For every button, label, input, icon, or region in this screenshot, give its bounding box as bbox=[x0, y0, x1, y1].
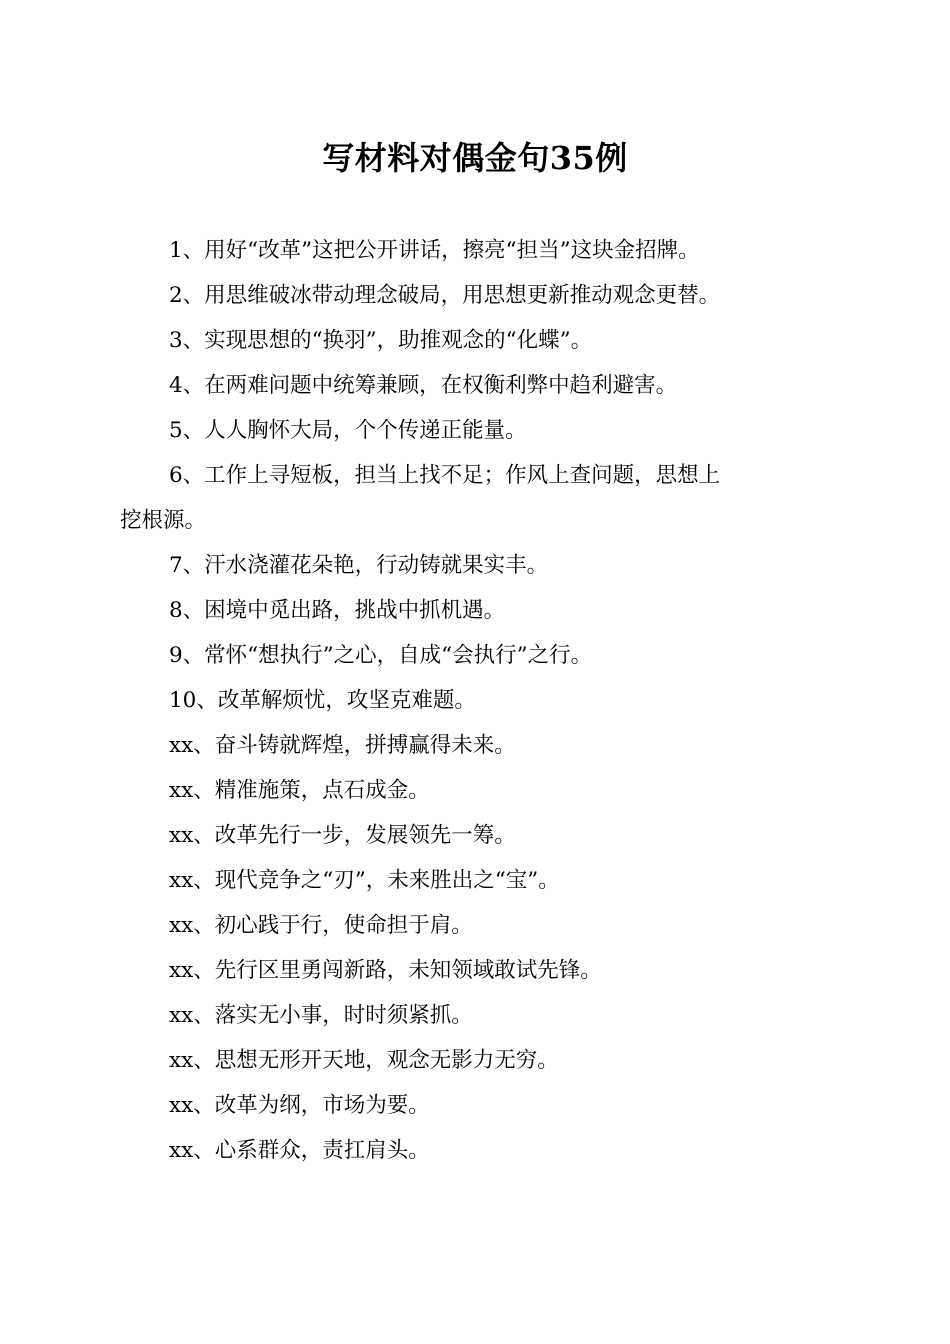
document-body bbox=[120, 228, 835, 1173]
list-item-line: 挖根源。 bbox=[120, 508, 207, 533]
list-item: xx、现代竞争之“刃”，未来胜出之“宝”。 bbox=[169, 868, 560, 893]
list-item: 10、改革解烦忧，攻坚克难题。 bbox=[169, 688, 476, 713]
list-item: xx、改革先行一步，发展领先一筹。 bbox=[169, 823, 516, 848]
list-item: 5、人人胸怀大局，个个传递正能量。 bbox=[169, 418, 527, 443]
list-item: xx、先行区里勇闯新路，未知领域敢试先锋。 bbox=[169, 958, 602, 983]
list-item: xx、初心践于行，使命担于肩。 bbox=[169, 913, 473, 938]
list-item: 9、常怀“想执行”之心，自成“会执行”之行。 bbox=[169, 643, 593, 668]
list-item: 4、在两难问题中统筹兼顾，在权衡利弊中趋利避害。 bbox=[169, 373, 678, 398]
list-item-line: 6、工作上寻短板，担当上找不足；作风上查问题，思想上 bbox=[169, 463, 721, 488]
list-item: 7、汗水浇灌花朵艳，行动铸就果实丰。 bbox=[169, 553, 549, 578]
document-title: 写材料对偶金句35例 bbox=[322, 139, 628, 177]
list-item: xx、落实无小事，时时须紧抓。 bbox=[169, 1003, 473, 1028]
list-item: xx、精准施策，点石成金。 bbox=[169, 778, 430, 803]
list-item: 8、困境中觅出路，挑战中抓机遇。 bbox=[169, 598, 506, 623]
list-item: xx、心系群众，责扛肩头。 bbox=[169, 1138, 430, 1163]
list-item: xx、思想无形开天地，观念无影力无穷。 bbox=[169, 1048, 559, 1073]
list-item: 1、用好“改革”这把公开讲话，擦亮“担当”这块金招牌。 bbox=[169, 238, 700, 263]
list-item: 2、用思维破冰带动理念破局，用思想更新推动观念更替。 bbox=[169, 283, 721, 308]
list-item: 3、实现思想的“换羽”，助推观念的“化蝶”。 bbox=[169, 328, 593, 353]
list-item: xx、改革为纲，市场为要。 bbox=[169, 1093, 430, 1118]
list-item: xx、奋斗铸就辉煌，拼搏赢得未来。 bbox=[169, 733, 516, 758]
list-item-wrapped bbox=[120, 453, 835, 543]
